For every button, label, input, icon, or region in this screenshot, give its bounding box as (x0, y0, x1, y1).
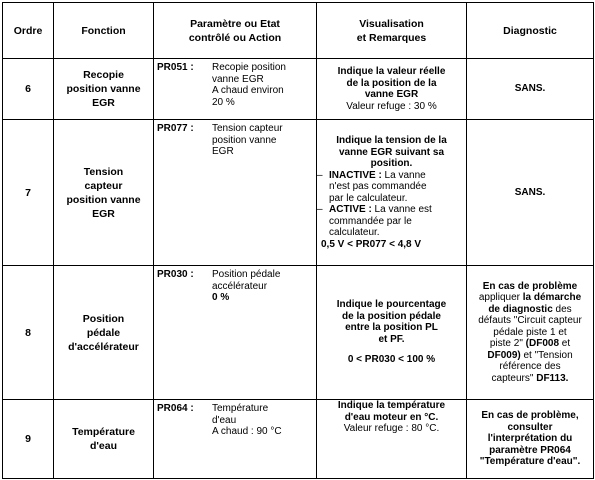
param-desc-line: vanne EGR (212, 73, 264, 85)
header-fonction: Fonction (54, 3, 154, 59)
vis-bold-line: vanne EGR suivant sa (338, 146, 445, 158)
diag-text: (DF008 (525, 338, 560, 350)
diag-text: et (559, 338, 571, 350)
state-text: par le calculateur. (329, 192, 408, 204)
param-desc-line: position vanne (212, 134, 277, 146)
vis-bold-line: de la position de la (346, 77, 437, 89)
ordre-cell: 7 (3, 120, 54, 266)
diag-text: appliquer (478, 292, 523, 304)
header-visualisation-line: et Remarques (356, 31, 427, 44)
diagnostic-table (2, 2, 593, 478)
diag-line: l'interprétation du (487, 433, 573, 445)
diag-line (467, 338, 593, 350)
diag-line (467, 292, 593, 304)
parametre-cell (154, 266, 317, 400)
vis-refuge-value: Valeur refuge : 80 °C. (343, 423, 440, 434)
fonction-line: capteur (84, 179, 123, 192)
fonction-line: EGR (92, 207, 115, 220)
fonction-cell (54, 59, 154, 120)
vis-bold-line: entre la position PL (345, 322, 438, 334)
diagnostic-text: SANS. (514, 186, 546, 198)
param-desc-line: Recopie position (212, 62, 286, 73)
visualisation-cell (317, 400, 467, 479)
diag-text: DF113. (536, 372, 569, 384)
header-parametre-line: Paramètre ou Etat (190, 17, 280, 30)
state-key: ACTIVE : (329, 204, 372, 215)
diag-line: consulter (507, 421, 553, 433)
vis-bold-line: Indique la tension de la (336, 135, 447, 146)
state-text: calculateur. (329, 227, 380, 238)
diagnostic-cell (467, 120, 594, 266)
visualisation-cell (317, 59, 467, 120)
ordre-cell: 6 (3, 59, 54, 120)
header-diagnostic: Diagnostic (467, 3, 594, 59)
fonction-line: Recopie (83, 69, 124, 81)
diag-text: pédale piste 1 et (493, 326, 567, 338)
diag-text: capteurs" (491, 372, 537, 384)
visualisation-cell (317, 266, 467, 400)
fonction-cell (54, 400, 154, 479)
vis-range: 0,5 V < PR077 < 4,8 V (321, 238, 422, 250)
param-desc-line: Température (212, 403, 269, 414)
state-key: INACTIVE : (329, 169, 382, 181)
vis-refuge-value: Valeur refuge : 30 % (346, 100, 437, 112)
diag-line (467, 361, 593, 373)
fonction-cell (54, 266, 154, 400)
param-desc-line: EGR (212, 146, 234, 157)
header-row (3, 3, 594, 59)
vis-bold-line: Indique la température (337, 400, 446, 411)
vis-bold-line: Indique le pourcentage (336, 299, 447, 311)
table-row (3, 266, 594, 400)
table-row (3, 59, 594, 120)
header-visualisation-line: Visualisation (359, 17, 424, 30)
visualisation-cell (317, 120, 467, 266)
table-row (3, 400, 594, 479)
diag-text: défauts "Circuit capteur (478, 315, 582, 327)
vis-bold-line: de la position pédale (342, 310, 441, 322)
header-parametre-line: contrôlé ou Action (188, 31, 282, 44)
fonction-line: Position (82, 312, 125, 325)
diag-text: DF009) (487, 349, 521, 361)
param-code: PR051 : (157, 62, 194, 73)
fonction-line: d'eau (89, 440, 117, 452)
param-code: PR030 : (157, 269, 194, 280)
diag-line (467, 281, 593, 293)
parametre-cell (154, 120, 317, 266)
ordre-cell: 9 (3, 400, 54, 479)
param-code: PR064 : (157, 403, 194, 414)
param-value: 0 % (212, 292, 230, 303)
state-text: n'est pas commandée (329, 181, 427, 192)
fonction-line: Tension (83, 165, 124, 178)
diagnostic-cell (467, 59, 594, 120)
header-parametre (154, 3, 317, 59)
diag-line (467, 350, 593, 362)
state-text: commandée par le (329, 215, 412, 227)
diag-text: des (552, 303, 572, 315)
header-visualisation (317, 3, 467, 59)
parameter-table (2, 2, 594, 479)
fonction-line: EGR (92, 97, 115, 109)
vis-range: 0 < PR030 < 100 % (347, 354, 436, 366)
param-desc (212, 123, 313, 158)
diag-text: de diagnostic (488, 303, 553, 315)
header-ordre: Ordre (3, 3, 54, 59)
vis-state-item (317, 204, 466, 239)
param-code: PR077 : (157, 123, 194, 134)
vis-bold-line: et PF. (378, 333, 405, 345)
diag-text: référence des (499, 361, 561, 373)
diag-line (467, 304, 593, 316)
diag-text: En cas de problème (482, 280, 578, 292)
fonction-cell (54, 120, 154, 266)
fonction-line: position vanne (66, 193, 141, 206)
diag-line: "Température d'eau". (479, 456, 581, 468)
diagnostic-cell (467, 400, 594, 479)
vis-bold-line: Indique la valeur réelle (337, 66, 446, 77)
diag-line (467, 315, 593, 327)
diagnostic-text: SANS. (514, 83, 546, 95)
param-desc-line: Position pédale (212, 269, 281, 280)
param-desc-line: d'eau (212, 414, 237, 426)
parametre-cell (154, 400, 317, 479)
param-desc (212, 269, 313, 304)
fonction-line: d'accélérateur (68, 340, 139, 353)
diag-line: paramètre PR064 (489, 444, 571, 456)
table-row (3, 120, 594, 266)
state-text: La vanne (381, 169, 426, 181)
diag-line (467, 373, 593, 385)
dash-bullet: – (317, 169, 323, 181)
vis-state-item (317, 170, 466, 205)
param-desc-line: A chaud environ (212, 85, 284, 96)
param-desc (212, 403, 313, 438)
fonction-line: position vanne (66, 83, 141, 95)
param-desc-line: 20 % (212, 96, 235, 108)
ordre-cell: 8 (3, 266, 54, 400)
parametre-cell (154, 59, 317, 120)
vis-bold-line: d'eau moteur en °C. (344, 411, 439, 423)
dash-bullet: – (317, 204, 323, 215)
diag-line: En cas de problème, (481, 410, 579, 422)
param-desc-line: A chaud : 90 °C (212, 426, 282, 437)
diag-text: et "Tension (520, 349, 573, 361)
diagnostic-cell (467, 266, 594, 400)
vis-state-list (317, 170, 466, 239)
param-desc-line: Tension capteur (212, 123, 283, 134)
diag-text: la démarche (522, 292, 582, 304)
param-desc (212, 62, 313, 108)
fonction-line: pédale (86, 326, 121, 339)
param-desc-line: accélérateur (212, 280, 268, 292)
fonction-line: Température (72, 426, 135, 438)
vis-bold-line: vanne EGR (364, 89, 419, 100)
diag-text: piste 2" (489, 338, 526, 350)
state-text: La vanne est (371, 204, 432, 215)
vis-bold-line: position. (370, 158, 413, 169)
diag-line (467, 327, 593, 339)
